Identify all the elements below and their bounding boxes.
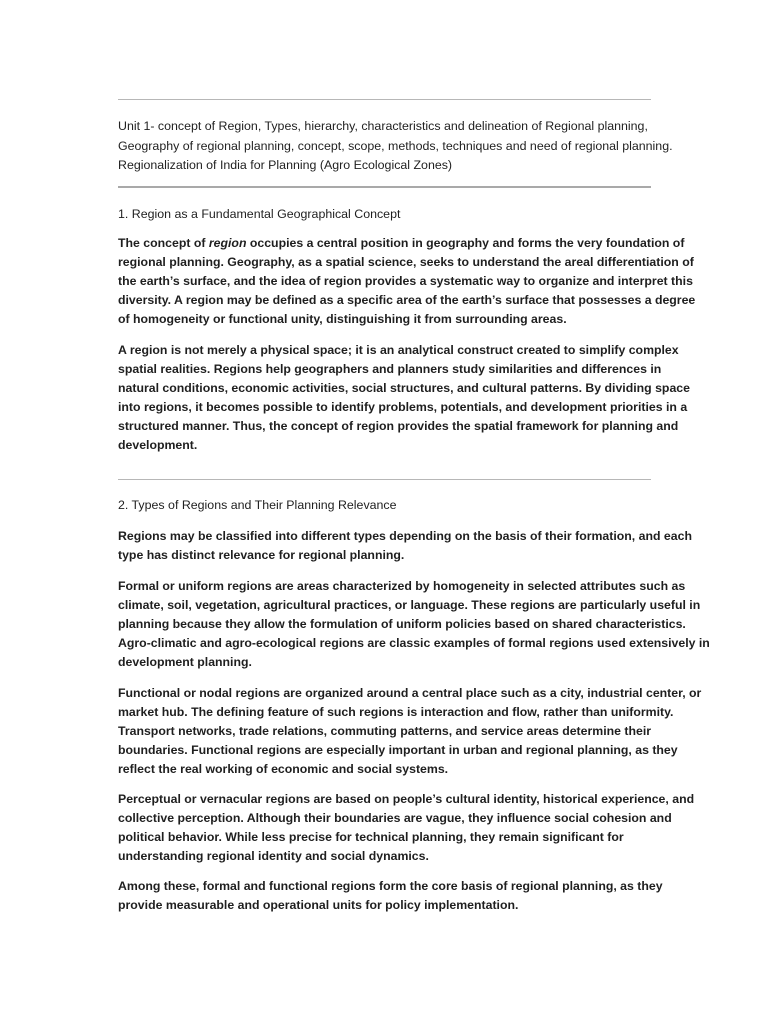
paragraph-line: climate, soil, vegetation, agricultural practices, or language. These regions are particularly useful in — [118, 598, 701, 612]
paragraph-line: reflect the real working of economic and social systems. — [118, 762, 449, 776]
unit-header-line: Regionalization of India for Planning (Agro Ecological Zones) — [118, 158, 453, 173]
unit-header-line: Geography of regional planning, concept, scope, methods, techniques and need of regional planning. — [118, 138, 673, 153]
paragraph-line: boundaries. Functional regions are especially important in urban and regional planning, as they — [118, 743, 678, 757]
paragraph-line: A region is not merely a physical space; it is an analytical construct created to simplify complex — [118, 343, 679, 357]
section1-heading: 1. Region as a Fundamental Geographical Concept — [118, 207, 401, 221]
section2-paragraph-1 — [118, 527, 692, 565]
paragraph-line: spatial realities. Regions help geographers and planners study similarities and differences in — [118, 362, 662, 376]
paragraph-line: type has distinct relevance for regional planning. — [118, 548, 405, 562]
text-fragment: The concept of — [118, 236, 209, 250]
paragraph-line: Functional or nodal regions are organized around a central place such as a city, industrial center, or — [118, 686, 702, 700]
paragraph-line: collective perception. Although their boundaries are vague, they influence social cohesion and — [118, 811, 672, 825]
paragraph-line: planning because they allow the formulation of uniform policies based on shared characteristics. — [118, 617, 686, 631]
top-divider — [118, 99, 651, 100]
paragraph-line: development planning. — [118, 655, 252, 669]
section2-paragraph-2 — [118, 577, 710, 672]
section-divider — [118, 479, 651, 480]
paragraph-line: into regions, it becomes possible to identify problems, potentials, and development priorities in a — [118, 400, 688, 414]
paragraph-line: provide measurable and operational units for policy implementation. — [118, 898, 519, 912]
paragraph-line: natural conditions, economic activities, social structures, and cultural patterns. By dividing space — [118, 381, 690, 395]
section2-paragraph-4 — [118, 790, 695, 866]
paragraph-line: Agro-climatic and agro-ecological regions are classic examples of formal regions used extensively in — [118, 636, 710, 650]
paragraph-line: Transport networks, trade relations, commuting patterns, and service areas determine their — [118, 724, 652, 738]
emphasis-region: region — [208, 236, 247, 250]
paragraph-line: understanding regional identity and social dynamics. — [118, 849, 429, 863]
text-fragment: occupies a central position in geography and forms the very foundation of — [246, 236, 685, 250]
paragraph-line: Formal or uniform regions are areas characterized by homogeneity in selected attributes such as — [118, 579, 686, 593]
section2-heading: 2. Types of Regions and Their Planning Relevance — [118, 498, 397, 512]
paragraph-line: structured manner. Thus, the concept of region provides the spatial framework for planning and — [118, 419, 679, 433]
header-divider — [118, 186, 651, 188]
paragraph-line: Perceptual or vernacular regions are based on people’s cultural identity, historical experience, and — [118, 792, 695, 806]
section2-paragraph-5 — [118, 877, 663, 915]
paragraph-line: Among these, formal and functional regions form the core basis of regional planning, as they — [118, 879, 663, 893]
paragraph-line: Regions may be classified into different types depending on the basis of their formation, and each — [118, 529, 692, 543]
section2-paragraph-3 — [118, 684, 702, 779]
paragraph-line: diversity. A region may be defined as a specific area of the earth’s surface that possesses a degree — [118, 293, 696, 307]
paragraph-line: political behavior. While less precise for technical planning, they remain significant for — [118, 830, 624, 844]
unit-header — [118, 117, 673, 176]
paragraph-line: market hub. The defining feature of such regions is interaction and flow, rather than uniformity. — [118, 705, 674, 719]
unit-header-line: Unit 1- concept of Region, Types, hierarchy, characteristics and delineation of Regional planning, — [118, 119, 648, 133]
paragraph-line — [118, 234, 685, 253]
paragraph-line: of homogeneity or functional unity, distinguishing it from surrounding areas. — [118, 312, 567, 326]
paragraph-line: regional planning. Geography, as a spatial science, seeks to understand the areal differentiation of — [118, 255, 694, 269]
paragraph-line: the earth’s surface, and the idea of region provides a systematic way to organize and interpret this — [118, 274, 693, 288]
section1-paragraph-1 — [118, 234, 696, 329]
paragraph-line: development. — [118, 438, 198, 452]
section1-paragraph-2 — [118, 341, 690, 455]
